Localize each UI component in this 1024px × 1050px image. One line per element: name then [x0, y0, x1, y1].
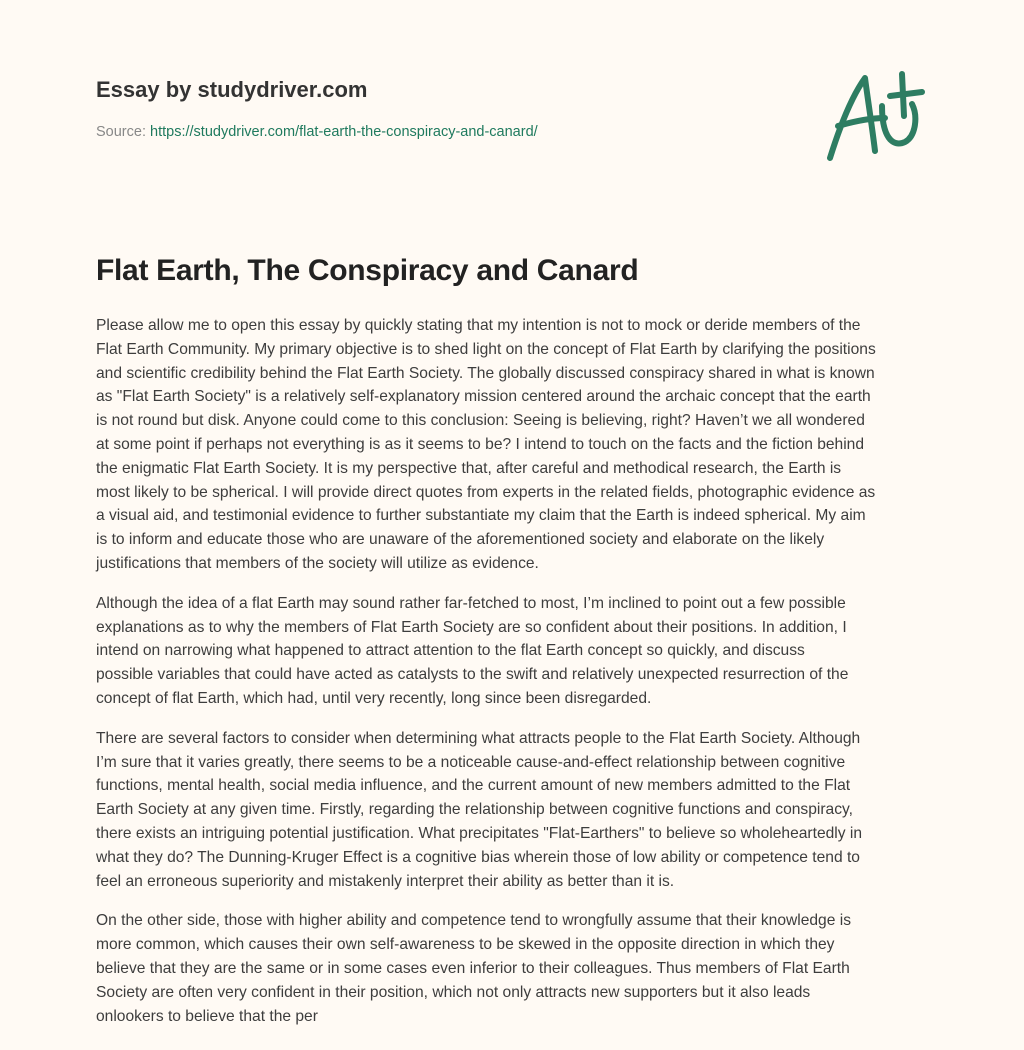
paragraph-line: is not round but disk. Anyone could come to this conclusion: Seeing is believing, right? Haven’t we all wondered [96, 412, 865, 430]
paragraph-line: believe that they are the same or in some cases even inferior to their colleagues. Thus members of Flat Earth [96, 959, 850, 977]
paragraph-line: more common, which causes their own self-awareness to be skewed in the opposite direction in which they [96, 936, 835, 954]
essay-paragraph [96, 592, 936, 711]
paragraph-line: Please allow me to open this essay by quickly stating that my intention is not to mock or deride members of the [96, 317, 861, 334]
paragraph-line: On the other side, those with higher ability and competence tend to wrongfully assume that their knowledge is [96, 912, 851, 930]
paragraph-line: at some point if perhaps not everything is as it seems to be? I intend to touch on the facts and the fiction behind [96, 435, 865, 453]
essay-body [96, 314, 936, 1044]
source-link[interactable]: https://studydriver.com/flat-earth-the-conspiracy-and-canard/ [150, 124, 538, 140]
paragraph-line: a visual aid, and testimonial evidence to further substantiate my claim that the Earth is indeed spherical. My aim [96, 507, 866, 525]
paragraph-line: Earth Society at any given time. Firstly, regarding the relationship between cognitive functions and conspiracy, [96, 801, 853, 819]
paragraph-line: possible variables that could have acted as catalysts to the swift and relatively unexpected resurrection of the [96, 666, 849, 684]
paragraph-line: onlookers to believe that the per [96, 1007, 318, 1025]
paragraph-line: Although the idea of a flat Earth may sound rather far-fetched to most, I’m inclined to point out a few possible [96, 594, 846, 612]
paragraph-line: most likely to be spherical. I will provide direct quotes from experts in the related fields, photographic evidence as [96, 483, 876, 501]
paragraph-line: is to inform and educate those who are unaware of the aforementioned society and elaborate on the likely [96, 531, 825, 549]
essay-paragraph [96, 909, 936, 1028]
paragraph-line: and scientific credibility behind the Flat Earth Society. The globally discussed conspiracy shared in what is known [96, 364, 875, 382]
paragraph-line: the enigmatic Flat Earth Society. It is my perspective that, after careful and methodical research, the Earth is [96, 459, 842, 477]
paragraph-line: Flat Earth Community. My primary objective is to shed light on the concept of Flat Earth by clarifying the positions [96, 340, 876, 358]
source-line [96, 124, 538, 140]
paragraph-line: I’m sure that it varies greatly, there seems to be a noticeable cause-and-effect relationship between cognitive [96, 753, 846, 771]
paragraph-line: as "Flat Earth Society" is a relatively self-explanatory mission centered around the archaic concept that the earth [96, 388, 871, 406]
site-title: Essay by studydriver.com [96, 77, 368, 102]
paragraph-line: feel an erroneous superiority and mistakenly interpret their ability as better than it is. [96, 872, 675, 890]
paragraph-line: there exists an intriguing potential justification. What precipitates "Flat-Earthers" to believe so wholeheartedly in [96, 824, 863, 842]
essay-title: Flat Earth, The Conspiracy and Canard [96, 254, 639, 287]
paragraph-line: Society are often very confident in their position, which not only attracts new supporters but it also leads [96, 983, 811, 1001]
essay-paragraph [96, 314, 936, 576]
paragraph-line: functions, mental health, social media influence, and the current amount of new members admitted to the Flat [96, 777, 851, 795]
paragraph-line: justifications that members of the society will utilize as evidence. [96, 554, 539, 572]
essay-paragraph [96, 727, 936, 894]
a-plus-logo-icon [820, 66, 930, 166]
source-label: Source: [96, 124, 146, 140]
paragraph-line: explanations as to why the members of Flat Earth Society are so confident about their positions. In addition, I [96, 618, 847, 636]
paragraph-line: concept of flat Earth, which had, until very recently, long since been disregarded. [96, 689, 652, 707]
paragraph-line: intend on narrowing what happened to attract attention to the flat Earth concept so quickly, and discuss [96, 642, 805, 660]
paragraph-line: what they do? The Dunning-Kruger Effect is a cognitive bias wherein those of low ability or competence tend to [96, 848, 860, 866]
paragraph-line: There are several factors to consider when determining what attracts people to the Flat Earth Society. Although [96, 729, 861, 747]
